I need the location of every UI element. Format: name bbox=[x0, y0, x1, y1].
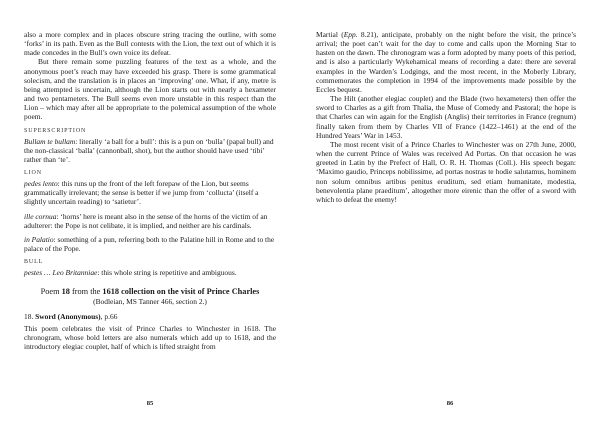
note-bullam bbox=[24, 137, 276, 164]
heading-lion: LION bbox=[24, 170, 42, 177]
left-paragraph-3: This poem celebrates the visit of Prince Charles to Winchester in 1618. The chronogram, whose bold letters are also numerals which add up to 1618, and the introductory elegiac couplet, half of which is lifted straight from bbox=[24, 323, 276, 351]
note-text: : this runs up the front of the left forepaw of the Lion, but seems grammatically irrelevant; the sense is better if we jump from ‘collucta’ (itself a slightly uncertain reading) to ‘satietur’. bbox=[24, 179, 259, 207]
note-palatio bbox=[24, 235, 276, 253]
note-term: ille cornua bbox=[24, 211, 57, 221]
poem-title-part: Poem bbox=[40, 287, 62, 297]
poem-collection: 1618 collection on the visit of Prince Charles bbox=[102, 287, 260, 297]
poem-heading-page: , p.66 bbox=[100, 312, 118, 322]
note-cornua bbox=[24, 212, 276, 230]
note-text: : literally ‘a ball for a bull’: this is a pun on ‘bulla’ (papal bull) and the non-classical ‘balla’ (cannonball, shot), but the author should have used ‘tibi’ rather than ‘te’. bbox=[24, 136, 274, 164]
note-term: Bullam te bullam bbox=[24, 136, 76, 146]
poem-heading-number: 18. bbox=[24, 312, 36, 322]
poem-source: (Bodleian, MS Tanner 466, section 2.) bbox=[93, 297, 207, 307]
citation-italic: Epp. bbox=[343, 30, 358, 39]
right-paragraph-2: The Hilt (another elegiac couplet) and the Blade (two hexameters) then offer the sword to Charles as a gift from Thalia, the Muse of Comedy and Pastoral; the hope is that Charles can win again for the English (Anglis) their territories in France (regnum) finally taken from them by Charles VII of France (1422–1461) at the end of the Hundred Years’ War in 1453. bbox=[316, 94, 576, 140]
note-term: pestes … Leo Britanniae bbox=[24, 268, 98, 278]
text-span: Martial ( bbox=[316, 30, 344, 39]
note-pedes bbox=[24, 179, 276, 206]
right-text-column bbox=[316, 30, 576, 204]
poem-heading-title: Sword (Anonymous) bbox=[35, 312, 101, 322]
left-paragraph-2: But there remain some puzzling features of the text as a whole, and the anonymous poet’s reach may have exceeded his grasp. There is some grammatical solecism, and the translation is in places an ‘improving’ one. What, if any, metre is being attempted is uncertain, although the Lion starts out with nearly a hexameter and two pentameters. The Bull seems even more unstable in this respect than the Lion – which may after all be appropriate to the polemical assumption of the whole poem. bbox=[24, 57, 276, 122]
page-number-left: 85 bbox=[146, 400, 154, 407]
note-term: pedes lento bbox=[24, 179, 58, 189]
note-text: : something of a pun, referring both to the Palatine hill in Rome and to the palace of the Pope. bbox=[24, 234, 275, 253]
left-text-column bbox=[24, 30, 276, 351]
note-text: : this whole string is repetitive and ambiguous. bbox=[97, 268, 237, 278]
left-paragraph-1: also a more complex and in places obscure string tracing the outline, with some ‘forks’ in its path. Even as the Bull contests with the Lion, the text out of which it is made concedes in the Bull’s own voice its defeat. bbox=[24, 30, 276, 58]
note-term: in Palatio bbox=[24, 234, 54, 244]
page-number-right: 86 bbox=[446, 400, 454, 407]
poem-heading bbox=[24, 312, 276, 321]
right-page bbox=[300, 0, 600, 425]
right-paragraph-1 bbox=[316, 30, 576, 94]
poem-title-part: from the bbox=[69, 287, 103, 297]
heading-superscription: SUPERSCRIPTION bbox=[24, 127, 87, 134]
heading-bull: BULL bbox=[24, 259, 44, 266]
note-pestes bbox=[24, 268, 276, 277]
right-paragraph-3: The most recent visit of a Prince Charles to Winchester was on 27th June, 2000, when the current Prince of Wales was received Ad Portas. On that occasion he was greeted in Latin by the Prefect of Hall, O. R. H. Thomas (Coll.). His speech began: ‘Maximo gaudio, Princeps nobilissime, ad portas nostras te hodie salutamus, hominem non solum omnibus artibus penitus eruditum, sed etiam humanitate, modestia, benevolentia plane praeditum’, altogether more eirenic than the offer of a sword with which to defeat the enemy! bbox=[316, 139, 576, 204]
note-text: : ‘horns’ here is meant also in the sense of the horns of the victim of an adulterer: the Pope is not celibate, it is implied, and neither are his cardinals. bbox=[24, 211, 268, 230]
poem-number: 18 bbox=[61, 287, 70, 297]
text-span: 8.21), anticipate, probably on the night before the visit, the prince’s arrival; the poet can’t wait for the day to come and calls upon the Morning Star to hasten on the dawn. The chronogram was a form adopted by many poets of this period, and is also a particularly Wykehamical means of recording a date: there are several examples in the Warden’s Lodgings, and the most recent, in the Moberly Library, commemorates the completion in 1994 of the improvements made possible by the Eccles bequest. bbox=[316, 30, 577, 94]
poem-title bbox=[24, 287, 276, 297]
